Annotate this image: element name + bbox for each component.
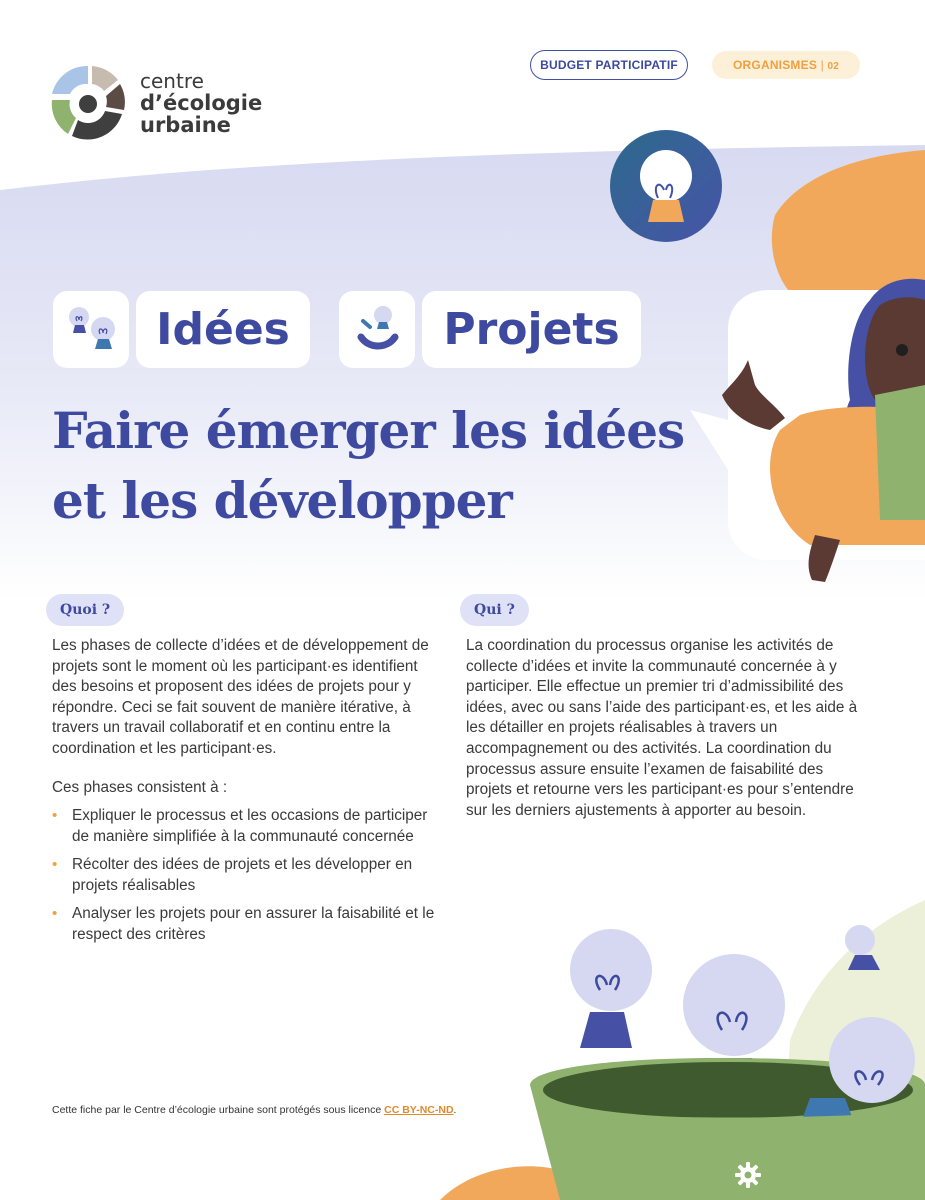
projects-tag [422, 291, 641, 368]
list-item-text: Analyser les projets pour en assurer la faisabilité et le respect des critères [72, 905, 435, 943]
projects-tag-icon-box [339, 291, 415, 368]
list-item-text: Expliquer le processus et les occasions de participer de manière simplifiée à la communauté concernée [72, 807, 428, 845]
quoi-paragraph: Les phases de collecte d’idées et de développement de projets sont le moment où les participant·es identifient des besoins et proposent des idées de projets pour y répondre. Ceci se fait souvent de manière itérative, à travers un travail collaboratif et en continu entre la coordination et les participant·es. [52, 637, 429, 757]
footer-text: Cette fiche par le Centre d’écologie urbaine sont protégés sous licence [52, 1104, 385, 1116]
logo-icon [50, 64, 126, 140]
footer-end: . [453, 1104, 457, 1116]
ideas-tag-icon-box [53, 291, 129, 368]
budget-badge: BUDGET PARTICIPATIF [530, 50, 688, 80]
gear-icon [734, 1161, 762, 1189]
title-line1: Faire émerger les idées [52, 401, 685, 460]
logo-line1: centre [140, 69, 204, 93]
bullet-dot: • [52, 905, 58, 923]
bullet-dot: • [52, 856, 58, 874]
list-item-text: Récolter des idées de projets et les développer en projets réalisables [72, 856, 413, 894]
list-item [52, 904, 442, 945]
projects-tag-label: Projets [443, 304, 620, 355]
list-item [52, 806, 442, 847]
organismes-badge [712, 51, 860, 79]
organismes-label: ORGANISMES [733, 58, 818, 72]
logo-line2: d’écologie [140, 91, 263, 115]
lightbulb-icon [339, 291, 415, 368]
list-item [52, 855, 442, 896]
title-line2: et les développer [52, 471, 512, 530]
qui-section-label: Qui ? [460, 594, 529, 626]
lightbulb-icon [53, 291, 129, 368]
quoi-intro: Ces phases consistent à : [52, 779, 228, 796]
organismes-number: 02 [827, 61, 839, 72]
qui-paragraph: La coordination du processus organise les activités de collecte d’idées et invite la communauté concernée à y participer. Elle effectue un premier tri d’admissibilité des idées, avec ou sans l’aide des participant·es, et les aide à les détailler en projets réalisables à travers un accompagnement ou des activités. La coordination du processus assure ensuite l’examen de faisabilité des projets et retourne vers les participant·es pour s’entendre sur les derniers ajustements à apporter au besoin. [466, 637, 858, 819]
logo-wordmark [140, 70, 262, 136]
organismes-separator: | [820, 58, 824, 72]
logo-line3: urbaine [140, 113, 231, 137]
license-footer [52, 1104, 456, 1116]
license-link[interactable]: CC BY-NC-ND [384, 1104, 454, 1116]
quoi-bullet-list [52, 806, 442, 954]
ideas-tag-label: Idées [156, 304, 290, 355]
quoi-section-label: Quoi ? [46, 594, 124, 626]
ideas-tag [136, 291, 310, 368]
page-title [52, 396, 692, 536]
bullet-dot: • [52, 807, 58, 824]
